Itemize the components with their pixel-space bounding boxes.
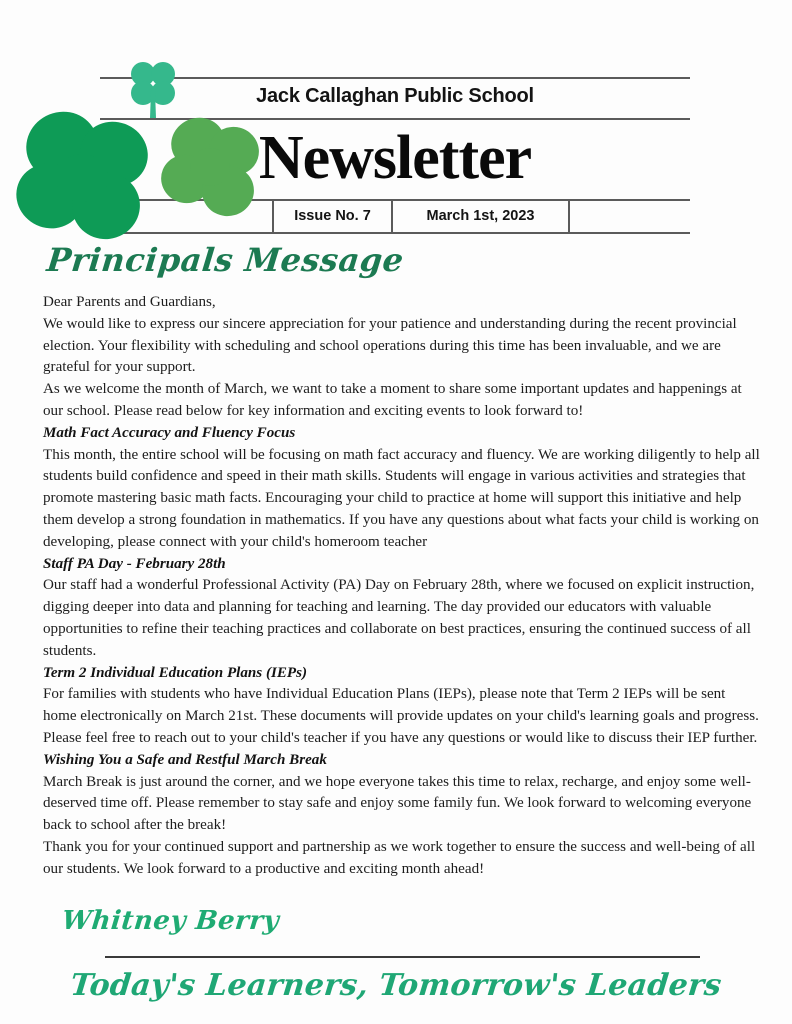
masthead	[0, 0, 792, 238]
section-body-pa-day: Our staff had a wonderful Professional Activity (PA) Day on February 28th, where we focused on explicit instruction, digging deeper into data and planning for teaching and learning. The day provided our educators with valuable opportunities to refine their teaching practices and collaborate on best practices, ensuring the continued success of all students.	[43, 577, 755, 659]
principals-message-heading: Principals Message	[45, 241, 406, 279]
principal-signature: Whitney Berry	[60, 906, 281, 936]
clover-medium-icon	[158, 115, 264, 227]
section-heading-math: Math Fact Accuracy and Fluency Focus	[43, 424, 296, 441]
newsletter-title: Newsletter	[258, 124, 532, 192]
school-tagline: Today's Learners, Tomorrow's Leaders	[68, 968, 724, 1003]
section-heading-ieps: Term 2 Individual Education Plans (IEPs)	[43, 664, 308, 681]
issue-number-cell: Issue No. 7	[272, 199, 393, 232]
section-heading-march-break: Wishing You a Safe and Restful March Break	[43, 751, 327, 768]
section-heading-pa-day: Staff PA Day - February 28th	[43, 555, 226, 572]
closing-paragraph: Thank you for your continued support and partnership as we work together to ensure the success and well-being of all our students. We look forward to a productive and exciting month ahead!	[43, 838, 756, 877]
masthead-rule-top	[100, 77, 690, 79]
principals-message-body	[43, 292, 761, 881]
footer-divider	[105, 956, 700, 958]
section-body-march-break: March Break is just around the corner, and we hope everyone takes this time to relax, recharge, and enjoy some well-deserved time off. Please remember to stay safe and enjoy some family fun. We look forward to welcoming everyone back to school after the break!	[43, 773, 752, 834]
salutation: Dear Parents and Guardians,	[43, 294, 216, 310]
section-body-ieps: For families with students who have Individual Education Plans (IEPs), please note that Term 2 IEPs will be sent home electronically on March 21st. These documents will provide updates on your child's learning goals and progress. Please feel free to reach out to your child's teacher if you have any questions or would like to discuss their IEP further.	[43, 686, 759, 746]
intro-paragraph-2: As we welcome the month of March, we want to take a moment to share some important updates and happenings at our school. Please read below for key information and exciting events to look forward to!	[43, 381, 742, 419]
intro-paragraph-1: We would like to express our sincere appreciation for your patience and understanding during the recent provincial election. Your flexibility with scheduling and school operations during this time has been invaluable, and we are grateful for your support.	[43, 315, 737, 376]
issue-strip-blank-right	[570, 199, 690, 232]
clover-large-icon	[10, 110, 160, 246]
issue-date-cell: March 1st, 2023	[393, 199, 570, 232]
school-name: Jack Callaghan Public School	[256, 85, 534, 107]
section-body-math: This month, the entire school will be focusing on math fact accuracy and fluency. We are working diligently to help all students build confidence and speed in their math skills. Students will engage in various activities and strategies that promote mastering basic math facts. Encouraging your child to practice at home will support this initiative and help them develop a strong foundation in mathematics. If you have any questions about what facts your child is working on developing, please connect with your child's homeroom teacher	[43, 446, 760, 550]
masthead-rule-bottom	[100, 232, 690, 234]
